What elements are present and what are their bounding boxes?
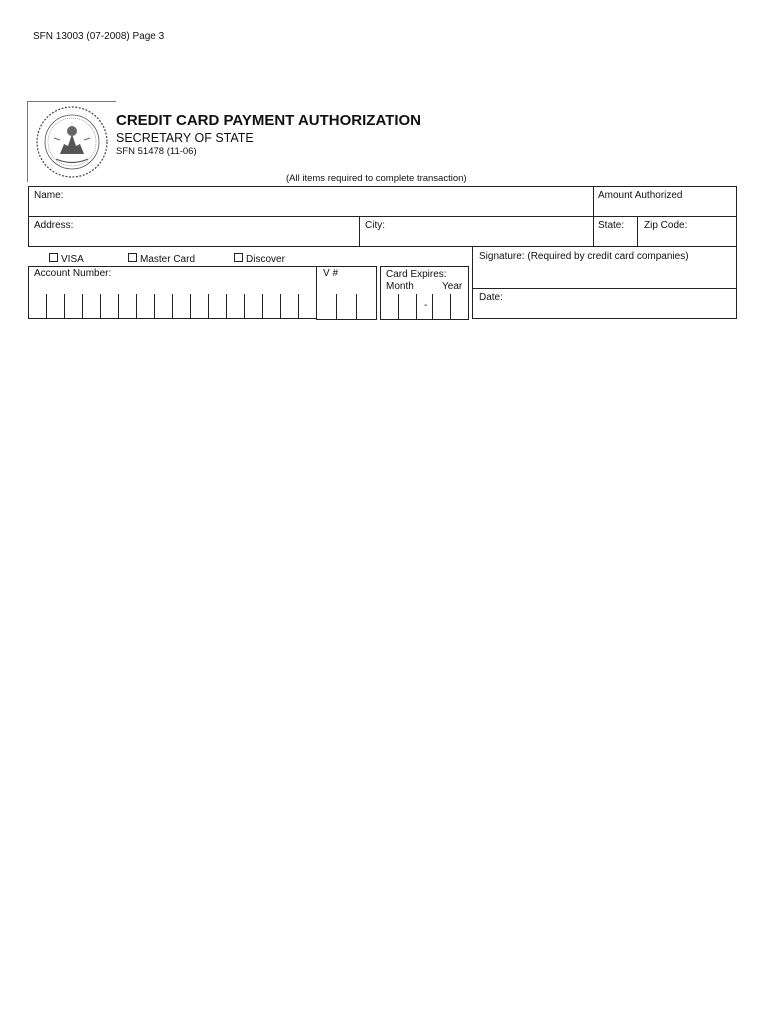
form-id: SFN 51478 (11-06) xyxy=(116,146,197,157)
state-label: State: xyxy=(598,220,625,231)
visa-label: VISA xyxy=(61,254,84,265)
account-digit-divider xyxy=(46,294,47,319)
name-field[interactable] xyxy=(28,186,594,217)
state-field[interactable] xyxy=(593,216,638,247)
account-digit-divider xyxy=(244,294,245,319)
date-label: Date: xyxy=(479,292,503,303)
account-digit-divider xyxy=(226,294,227,319)
account-digit-divider xyxy=(100,294,101,319)
account-digit-divider xyxy=(154,294,155,319)
checkbox-icon[interactable] xyxy=(234,253,243,262)
city-field[interactable] xyxy=(359,216,594,247)
zip-code-field[interactable] xyxy=(637,216,737,247)
checkbox-icon[interactable] xyxy=(128,253,137,262)
v-digit-divider xyxy=(356,294,357,319)
year-label: Year xyxy=(442,281,463,292)
mastercard-option[interactable] xyxy=(128,253,195,266)
form-number: SFN 13003 (07-2008) Page 3 xyxy=(33,31,165,42)
discover-label: Discover xyxy=(246,254,285,265)
amount-authorized-field[interactable] xyxy=(593,186,737,217)
v-number-field[interactable] xyxy=(316,266,377,320)
form-title: CREDIT CARD PAYMENT AUTHORIZATION xyxy=(116,112,421,129)
signature-field[interactable] xyxy=(472,246,737,289)
v-number-label: V # xyxy=(323,268,339,279)
account-digit-divider xyxy=(136,294,137,319)
account-digit-divider xyxy=(280,294,281,319)
discover-option[interactable] xyxy=(234,253,285,266)
address-field[interactable] xyxy=(28,216,360,247)
account-digit-divider xyxy=(298,294,299,319)
card-expires-field[interactable] xyxy=(380,266,469,320)
zip-label: Zip Code: xyxy=(644,220,688,231)
account-digit-divider xyxy=(190,294,191,319)
date-field[interactable] xyxy=(472,288,737,319)
month-digit-divider xyxy=(398,294,399,319)
form-subtitle: SECRETARY OF STATE xyxy=(116,131,254,145)
amount-label: Amount Authorized xyxy=(598,190,683,201)
name-label: Name: xyxy=(34,190,64,201)
date-dash: - xyxy=(424,300,428,311)
account-number-label: Account Number: xyxy=(34,268,112,279)
visa-option[interactable] xyxy=(49,253,84,266)
account-digit-divider xyxy=(118,294,119,319)
account-digit-divider xyxy=(262,294,263,319)
city-label: City: xyxy=(365,220,385,231)
card-expires-label: Card Expires: xyxy=(386,269,447,280)
checkbox-icon[interactable] xyxy=(49,253,58,262)
month-digit-divider xyxy=(416,294,417,319)
signature-label: Signature: (Required by credit card companies) xyxy=(479,251,689,262)
month-label: Month xyxy=(386,281,414,292)
account-digit-divider xyxy=(208,294,209,319)
account-digit-divider xyxy=(64,294,65,319)
v-digit-divider xyxy=(336,294,337,319)
year-digit-divider xyxy=(432,294,433,319)
address-label: Address: xyxy=(34,220,74,231)
mastercard-label: Master Card xyxy=(140,254,196,265)
required-note: (All items required to complete transaction) xyxy=(286,173,467,184)
year-digit-divider xyxy=(450,294,451,319)
state-seal-icon xyxy=(27,101,116,182)
account-digit-divider xyxy=(82,294,83,319)
account-digit-divider xyxy=(172,294,173,319)
